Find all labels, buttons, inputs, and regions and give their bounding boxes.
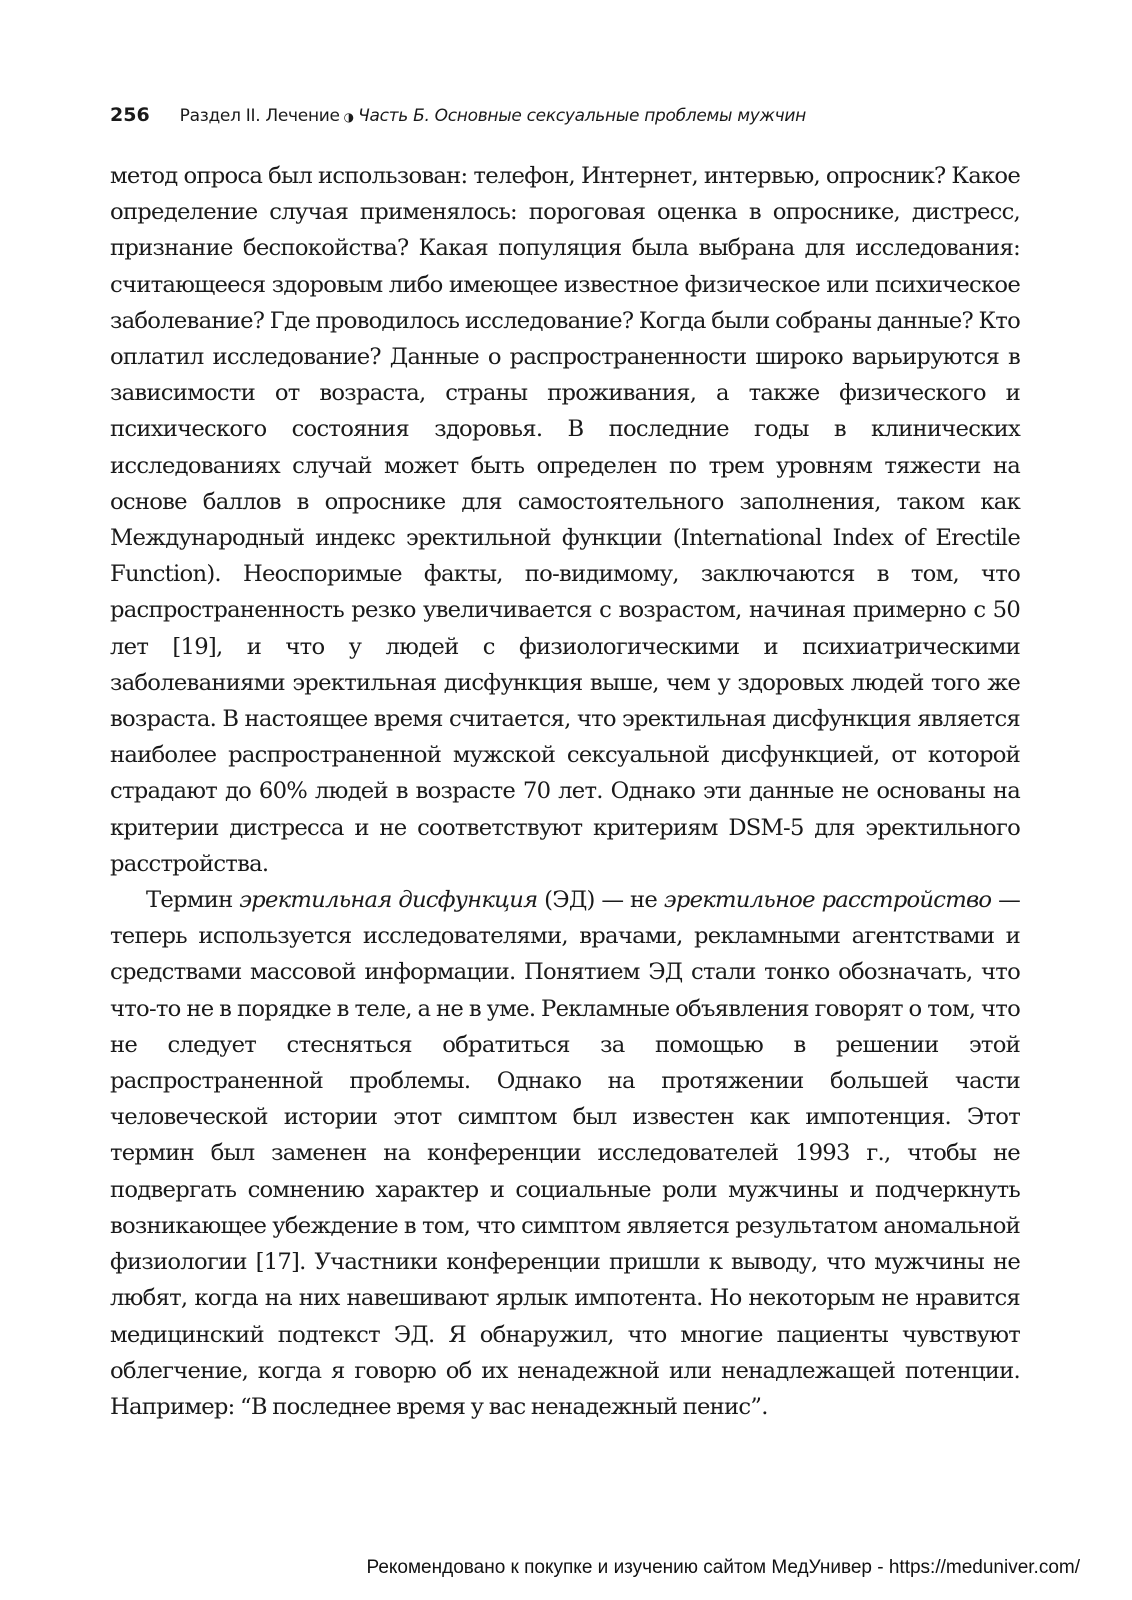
paragraph-2 [110, 882, 1020, 1425]
main-text [110, 158, 1020, 1425]
paragraph-1: метод опроса был использован: телефон, Интернет, интервью, опросник? Какое определение случая применялось: пороговая оценка в опроснике, дистресс, признание беспокойства? Какая популяция была выбрана для исследования: считающееся здоровым либо имеющее известное физическое или психическое заболевание? Где проводилось исследование? Когда были собраны данные? Кто оплатил исследование? Данные о распространенности широко варьируются в зависимости от возраста, страны проживания, а также физического и психического состояния здоровья. В последние годы в клинических исследованиях случай может быть определен по трем уровням тяжести на основе баллов в опроснике для самостоятельного заполнения, таком как Международный индекс эректильной функции (International Index of Erectile Function). Неоспоримые факты, по-видимому, заключаются в том, что распространенность резко увеличивается с возрастом, начиная примерно с 50 лет [19], и что у людей с физиологическими и психиатрическими заболеваниями эректильная дисфункция выше, чем у здоровых людей того же возраста. В настоящее время считается, что эректильная дисфункция является наиболее распространенной мужской сексуальной дисфункцией, от которой страдают до 60% людей в возрасте 70 лет. Однако эти данные не основаны на критерии дистресса и не соответствуют критериям DSM-5 для эректильного расстройства. [110, 163, 1020, 877]
page-number: 256 [110, 104, 150, 126]
part-title: Часть Б. Основные сексуальные проблемы мужчин [358, 106, 806, 126]
half-circle-icon: ◑ [343, 110, 355, 124]
paragraph-2-text: — теперь используется исследователями, врачами, рекламными агентствами и средствами массовой информации. Понятием ЭД стали тонко обозначать, что что-то не в порядке в теле, а не в уме. Рекламные объявления говорят о том, что не следует стесняться обратиться за помощью в решении этой распространенной проблемы. Однако на протяжении большей части человеческой истории этот симптом был известен как импотенция. Этот термин был заменен на конференции исследователей 1993 г., чтобы не подвергать сомнению характер и социальные роли мужчины и подчеркнуть возникающее убеждение в том, что симптом является результатом аномальной физиологии [17]. Участники конференции пришли к выводу, что мужчины не любят, когда на них навешивают ярлык импотента. Но некоторым не нравится медицинский подтекст ЭД. Я обнаружил, что многие пациенты чувствуют облегчение, когда я говорю об их ненадежной или ненадлежащей потенции. Например: “В последнее время у вас ненадежный пенис”. [110, 887, 1021, 1420]
section-title: Раздел II. Лечение [179, 106, 340, 126]
footer-link[interactable]: Рекомендовано к покупке и изучению сайтом МедУнивер - https://meduniver.com/ [366, 1557, 1080, 1578]
paragraph-2-text: (ЭД) — не [537, 887, 664, 914]
paragraph-2-text: Термин [146, 887, 240, 914]
running-header [110, 104, 1022, 134]
italic-term-disorder: эректильное расстройство [663, 887, 992, 914]
italic-term-ed: эректильная дисфункция [239, 887, 538, 914]
